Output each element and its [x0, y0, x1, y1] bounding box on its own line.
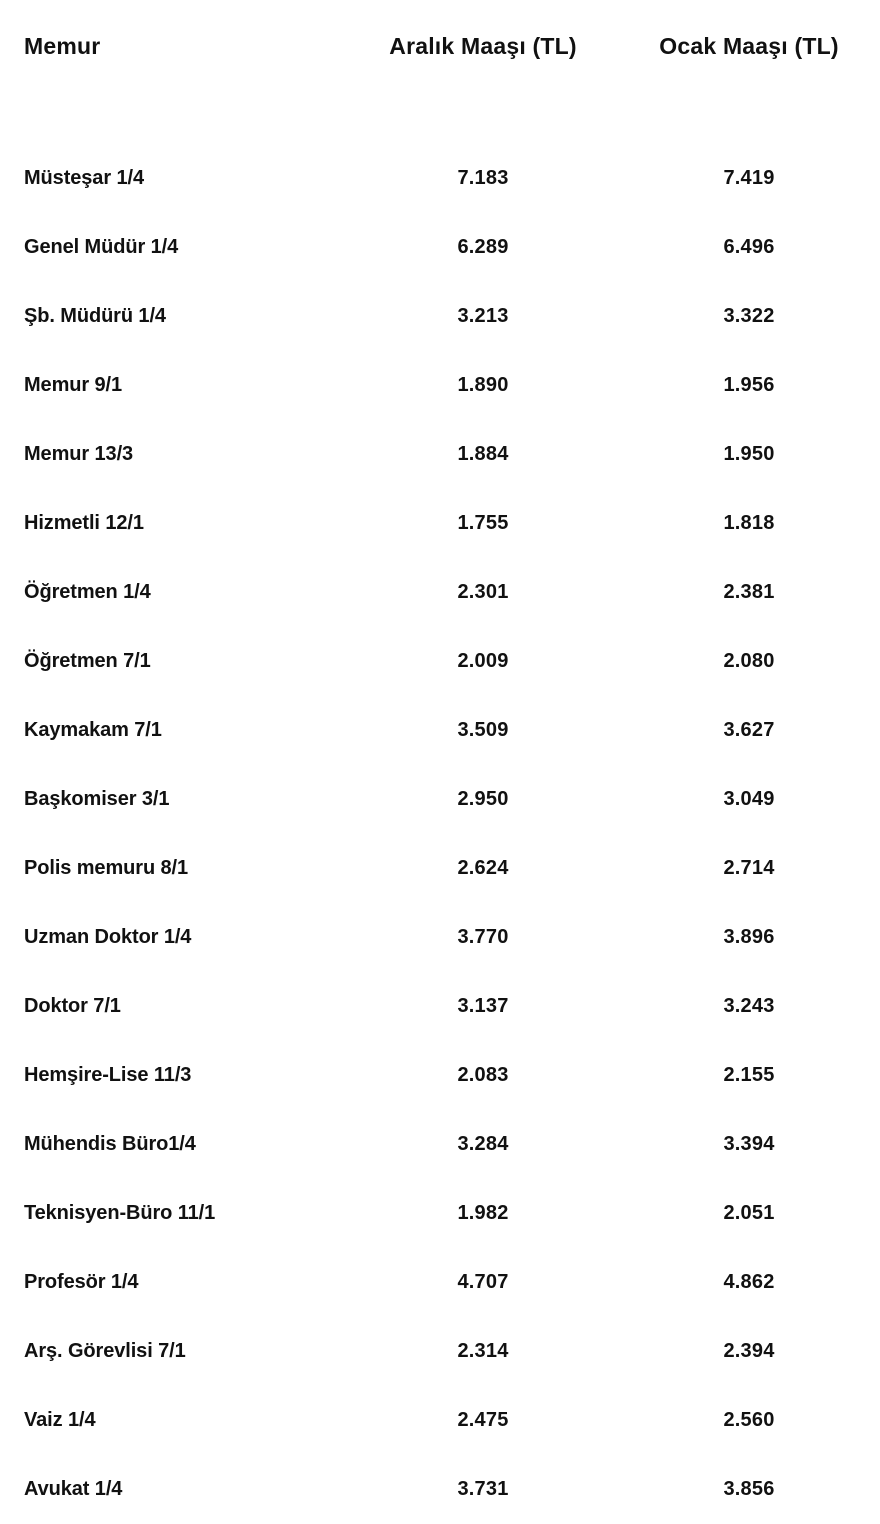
cell-role: Polis memuru 8/1: [24, 857, 189, 879]
table-row: [0, 351, 880, 420]
cell-december-salary: 2.624: [457, 857, 509, 879]
table-row: [0, 765, 880, 834]
table-row: [0, 144, 880, 213]
cell-december-salary: 1.884: [457, 443, 509, 465]
cell-january-salary: 3.896: [723, 926, 775, 948]
cell-december-salary: 2.475: [457, 1409, 509, 1431]
cell-january-salary: 2.381: [723, 581, 775, 603]
cell-january-salary: 1.956: [723, 374, 775, 396]
cell-january-salary: 2.080: [723, 650, 775, 672]
cell-january-salary: 2.155: [723, 1064, 775, 1086]
cell-role: Hizmetli 12/1: [24, 512, 144, 534]
table-row: [0, 903, 880, 972]
cell-role: Arş. Görevlisi 7/1: [24, 1340, 186, 1362]
cell-january-salary: 1.950: [723, 443, 775, 465]
cell-december-salary: 1.982: [457, 1202, 509, 1224]
table-row: [0, 1179, 880, 1248]
cell-january-salary: 7.419: [723, 167, 775, 189]
table-row: [0, 972, 880, 1041]
cell-december-salary: 2.301: [457, 581, 509, 603]
cell-january-salary: 1.818: [723, 512, 775, 534]
cell-role: Genel Müdür 1/4: [24, 236, 179, 258]
table-body: [0, 92, 880, 1524]
table-row: [0, 1041, 880, 1110]
cell-january-salary: 6.496: [723, 236, 775, 258]
cell-december-salary: 2.950: [457, 788, 509, 810]
table-row: [0, 558, 880, 627]
table-header: [0, 0, 880, 92]
cell-role: Uzman Doktor 1/4: [24, 926, 192, 948]
cell-december-salary: 3.770: [457, 926, 509, 948]
cell-december-salary: 3.731: [457, 1478, 509, 1500]
cell-december-salary: 4.707: [457, 1271, 509, 1293]
cell-january-salary: 3.243: [723, 995, 775, 1017]
cell-december-salary: 3.213: [457, 305, 509, 327]
table-row: [0, 1386, 880, 1455]
cell-january-salary: 3.322: [723, 305, 775, 327]
cell-january-salary: 4.862: [723, 1271, 775, 1293]
cell-role: Müsteşar 1/4: [24, 167, 144, 189]
table-row: [0, 1110, 880, 1179]
cell-january-salary: 2.560: [723, 1409, 775, 1431]
table-row: [0, 489, 880, 558]
cell-december-salary: 3.509: [457, 719, 509, 741]
cell-role: Hemşire-Lise 11/3: [24, 1064, 192, 1086]
table-row: [0, 834, 880, 903]
cell-role: Avukat 1/4: [24, 1478, 123, 1500]
table-row: [0, 420, 880, 489]
cell-role: Şb. Müdürü 1/4: [24, 305, 166, 327]
table-row: [0, 282, 880, 351]
column-header-january-salary: Ocak Maaşı (TL): [659, 32, 839, 59]
cell-january-salary: 2.714: [723, 857, 775, 879]
cell-december-salary: 1.755: [457, 512, 509, 534]
table-row: [0, 696, 880, 765]
cell-january-salary: 3.394: [723, 1133, 775, 1155]
cell-role: Öğretmen 7/1: [24, 650, 151, 672]
cell-role: Doktor 7/1: [24, 995, 121, 1017]
column-header-december-salary: Aralık Maaşı (TL): [389, 32, 577, 59]
table-row: [0, 1248, 880, 1317]
column-header-role: Memur: [24, 32, 101, 59]
cell-january-salary: 2.394: [723, 1340, 775, 1362]
cell-january-salary: 3.856: [723, 1478, 775, 1500]
cell-january-salary: 2.051: [723, 1202, 775, 1224]
cell-role: Memur 13/3: [24, 443, 134, 465]
cell-december-salary: 7.183: [457, 167, 509, 189]
cell-january-salary: 3.627: [723, 719, 775, 741]
cell-role: Öğretmen 1/4: [24, 581, 151, 603]
cell-role: Teknisyen-Büro 11/1: [24, 1202, 216, 1224]
table-row: [0, 1317, 880, 1386]
cell-december-salary: 1.890: [457, 374, 509, 396]
cell-role: Başkomiser 3/1: [24, 788, 170, 810]
header-body-spacer: [0, 92, 880, 144]
cell-december-salary: 2.009: [457, 650, 509, 672]
cell-december-salary: 3.137: [457, 995, 509, 1017]
cell-december-salary: 3.284: [457, 1133, 509, 1155]
cell-role: Profesör 1/4: [24, 1271, 139, 1293]
cell-role: Memur 9/1: [24, 374, 123, 396]
header-row: [0, 0, 880, 92]
cell-role: Mühendis Büro1/4: [24, 1133, 196, 1155]
cell-role: Kaymakam 7/1: [24, 719, 162, 741]
table-row: [0, 1455, 880, 1524]
cell-december-salary: 6.289: [457, 236, 509, 258]
cell-role: Vaiz 1/4: [24, 1409, 96, 1431]
cell-december-salary: 2.314: [457, 1340, 509, 1362]
cell-january-salary: 3.049: [723, 788, 775, 810]
table-row: [0, 213, 880, 282]
cell-december-salary: 2.083: [457, 1064, 509, 1086]
table-row: [0, 627, 880, 696]
